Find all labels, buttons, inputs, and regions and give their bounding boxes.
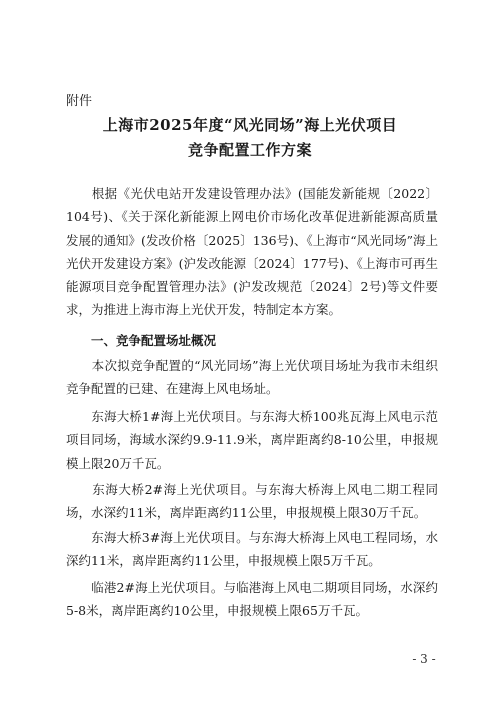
document-title-line-2: 竞争配置工作方案 — [187, 141, 312, 159]
intro-paragraph: 根据《光伏电站开发建设管理办法》(国能发新能规〔2022〕104号)、《关于深化新能源上网电价市场化改革促进新能源高质量发展的通知》(发改价格〔2025〕136号)、《上海市“风光同场”海上光伏开发建设方案》(沪发改能源〔2024〕177号)、《上海市可再生能源项目竞争配置管理办法》(沪发改规范〔2024〕2号)等文件要求，为推进上海市海上光伏开发，特制定本方案。 — [66, 186, 438, 318]
section-paragraph: 东海大桥1#海上光伏项目。与东海大桥100兆瓦海上风电示范项目同场，海域水深约9.9-11.9米，离岸距离约8-10公里，申报规模上限20万千瓦。 — [66, 409, 438, 471]
attachment-label: 附件 — [66, 94, 93, 109]
section-heading: 一、竞争配置场址概况 — [66, 333, 217, 348]
section-paragraph: 本次拟竞争配置的“风光同场”海上光伏项目场址为我市未组织竞争配置的已建、在建海上风电场址。 — [66, 358, 438, 397]
section-paragraph: 东海大桥2#海上光伏项目。与东海大桥海上风电二期工程同场，水深约11米，离岸距离约11公里，申报规模上限30万千瓦。 — [66, 482, 438, 521]
section-paragraph: 临港2#海上光伏项目。与临港海上风电二期项目同场，水深约5-8米，离岸距离约10公里，申报规模上限65万千瓦。 — [66, 580, 438, 619]
document-title-line-1: 上海市2025年度“风光同场”海上光伏项目 — [102, 116, 398, 134]
section-paragraph: 东海大桥3#海上光伏项目。与东海大桥海上风电工程同场，水深约11米，离岸距离约11公里，申报规模上限5万千瓦。 — [66, 530, 438, 569]
page-number: - 3 - — [412, 652, 436, 666]
